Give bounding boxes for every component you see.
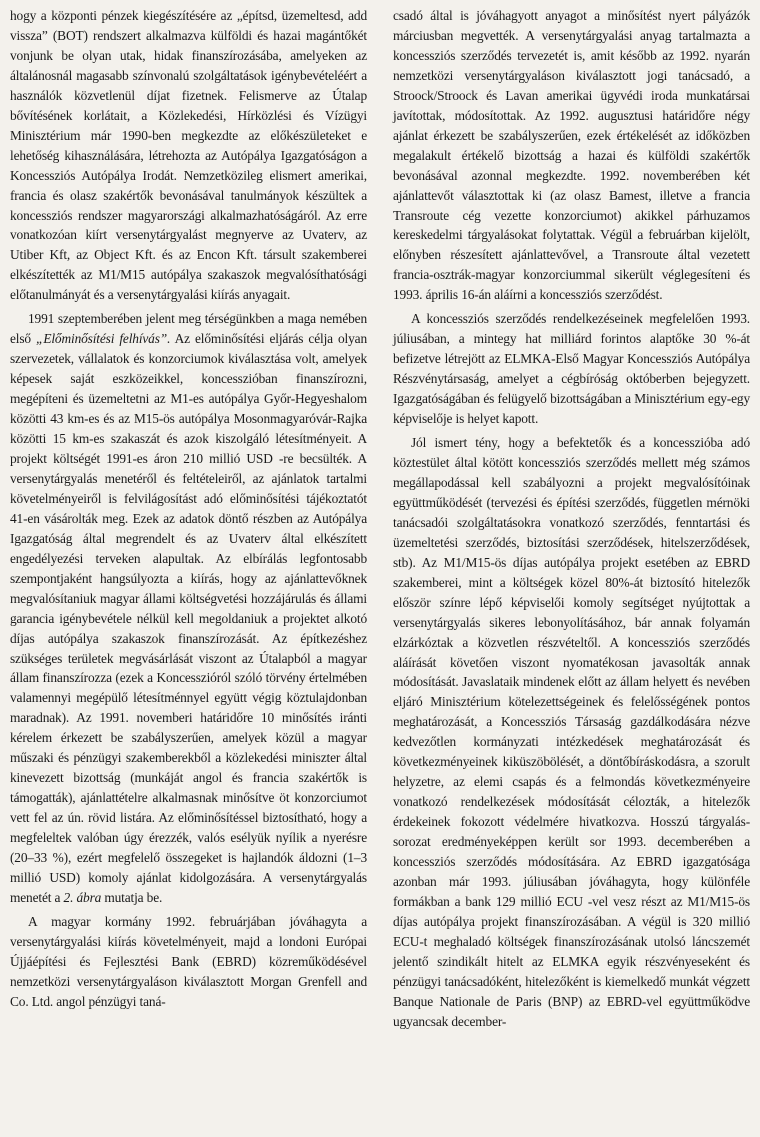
right-column: [393, 6, 750, 1032]
right-paragraph-2: A koncessziós szerződés rendelkezéseinek megfelelően 1993. júliusában, a mintegy hat milliárd forintos alaptőke 30 %-át befizetve létrejött az ELMKA-Első Magyar Koncessziós Autópálya Részvénytársaság, amelyet a cégbíróság októberben bejegyzett. Igazgatóságában és felügyelő bizottságában a Minisztérium egy-egy képviselője is helyet kapott.: [393, 311, 750, 427]
figure-reference: 2. ábra: [63, 889, 102, 905]
left-column: [10, 6, 367, 1032]
left-paragraph-2-start: 1991 szeptemberében jelent meg térségünkben a maga nemében első: [10, 311, 367, 347]
left-paragraph-2-body: Az előminősítési eljárás célja olyan szervezetek, vállalatok és konzorciumok kiválasztása volt, amelyek képesek saját eszközeikkel, koncesszióban finanszírozni, megépíteni és üzemeltetni az M1-es autópálya Győr-Hegyeshalom közötti 43 km-es és az M15-ös autópálya Mosonmagyaróvár-Rajka közötti 15 km-es szakaszát és azok kiszolgáló létesítményeit. A projekt költségét 1991-es áron 210 millió USD -re becsülték. A versenytárgyalás menetéről és feltételeiről, az ajánlatok tartalmi követelményeiről is felvilágosítást adó előminősítési tájékoztatót 41-en vásárolták meg. Ezek az adatok döntő részben az Autópálya Igazgatóság által megrendelt és az Uvaterv által elkészített engedélyezési terveken alapultak. Az elbírálás legfontosabb szempontjaként hangsúlyozta a kiírás, hogy az ajánlattevőknek megvalósítaniuk magyar állami költségvetési hozzájárulás és állami garancia igénybevétele nélkül kell megoldaniuk a projektet alkotó díjas autópálya szakaszok finanszírozását. Az építkezéshez szükséges területek megvásárlását viszont az Útalapból a magyar állam finanszírozza (ezek a Koncesszióról szóló törvény értelmében valamennyi megépülő létesítménnyel együtt végig köztulajdonban maradnak). Az 1991. novemberi határidőre 10 minősítés iránti kérelem érkezett be szabályszerűen, amelyek közül a magyar műszaki és pénzügyi szakemberekből a közlekedési miniszter által kinevezett bizottság (munkáját angol és francia szakértők is támogatták), ajánlattételre alkalmasnak minősítve öt konzorciumot vett fel az ún. rövid listára. Az előminősítéssel biztosítható, hogy a megfeleltek valóban úgy érezzék, valós esélyük nyílik a nyerésre (20–33 %), ezért megfelelő összegeket is hajlandók áldozni (1–3 millió USD) komoly ajánlat kidolgozására. A versenytárgyalás menetét a: [10, 331, 367, 905]
left-paragraph-3: A magyar kormány 1992. februárjában jóváhagyta a versenytárgyalási kiírás követelményeit, majd a londoni Európai Újjáépítési és Fejlesztési Bank (EBRD) közreműködésével nemzetközi versenytárgyaláson kiválasztott Morgan Grenfell and Co. Ltd. angol pénzügyi taná-: [10, 913, 367, 1009]
right-paragraph-3: Jól ismert tény, hogy a befektetők és a koncesszióba adó köztestület által kötött koncessziós szerződés mellett még számos megállapodással kell szabályozni a projekt megvalósítóinak együttműködését (tervezési és építési szerződés, független mérnöki tanácsadói szolgáltatásokra vonatkozó szerződés, fenntartási és üzemeltetési szerződés, biztosítási szerződések, hitelszerződések, stb). Az M1/M15-ös díjas autópálya projekt esetében az EBRD szakemberei, mint a költségek közel 80%-át biztosító hitelezők először színre lépő képviselői komoly segítséget nyújtottak a versenytárgyalás sikeres lebonyolításához, bár annak folyamán elzárkóztak a közvetlen részvételtől. A koncessziós szerződés aláírását követően viszont nyomatékosan javasolták annak módosítását. Javaslataik mindenek előtt az állam helyett és nevében eljáró Minisztérium kötelezettségeinek és felelősségének pontos meghatározását, a Koncessziós Társaság gazdálkodására nézve kedvezőtlen kormányzati intézkedések meghatározását és következményeinek kiküszöbölését, a döntőbíráskodásra, a szorult helyzetre, az elemi csapás és a felmondás következményeire vonatkozó rendelkezések módosítását célozták, a hitelezők érdekeinek fokozott védelmére hivatkozva. Hosszú tárgyalás-sorozat eredményeképpen került sor 1993. decemberében a koncessziós szerződés módosítására. Az EBRD igazgatósága azonban már 1993. júliusában jóváhagyta, hogy különféle formákban a bank 129 millió ECU -vel vesz részt az M1/M15-ös díjas autópálya projekt finanszírozásában. A végül is 320 millió ECU-t meghaladó költségek finanszírozásának utolsó láncszemét jelentő szindikált hitelt az ELMKA egyik részvényeseként és pénzügyi tanácsadóként, hitelezőként is kiemelkedő munkát végzett Banque Nationale de Paris (BNP) az EBRD-vel együttműködve ugyancsak december-: [393, 435, 750, 1029]
text-columns: [10, 6, 750, 1032]
left-paragraph-2-end: mutatja be.: [101, 889, 163, 905]
left-paragraph-1: hogy a központi pénzek kiegészítésére az „építsd, üzemeltesd, add vissza” (BOT) rendszert alkalmazva külföldi és hazai magántőkét vonjunk be olyan utak, hidak finanszírozásába, amelyeken az általánosnál magasabb színvonalú szolgáltatások igénybevételéért a használók közvetlenül díjat fizetnek. Felismerve az Útalap bővítésének korlátait, a Közlekedési, Hírközlési és Vízügyi Minisztérium már 1990-ben megkezdte az előkészületeket e lehetőség kihasználására, létrehozta az Autópálya Igazgatóságon a Koncessziós Autópálya Irodát. Nemzetközileg elismert amerikai, francia és olasz szakértők bevonásával tanulmányok készültek a koncessziós rendszer magyarországi alkalmazhatóságáról. Az erre vonatkozóan kiírt versenytárgyalást megnyerve az Uvaterv, az Utiber Kft, az Object Kft. és az Encon Kft. társult szakemberei elkészítették az M1/M15 autópálya szakaszok megvalósíthatósági előtanulmányát és a versenytárgyalási kiírás anyagait.: [10, 8, 367, 303]
right-paragraph-1: csadó által is jóváhagyott anyagot a minősítést nyert pályázók márciusban megvették. A versenytárgyalási anyag tartalmazta a koncessziós szerződés tervezetét is, amit később az 1992. nyarán nemzetközi versenytárgyaláson kiválasztott jogi tanácsadó, a Stroock/Stroock és Lavan amerikai ügyvédi iroda munkatársai javítottak, módosítottak. Az 1992. augusztusi határidőre négy ajánlat érkezett be szabályszerűen, ezek értékelését az időközben megalakult értékelő bizottság a hazai és külföldi szakértők bevonásával azonnal megkezdte. 1992. novemberében két ajánlattevőt választottak ki (az olasz Bamest, illetve a francia Transroute cég vezette konzorciumot) akikkel párhuzamos kereskedelmi tárgyalásokat folytattak. Végül a februárban kijelölt, előnyben részesített ajánlattevővel, a Transroute által vezetett francia-osztrák-magyar konzorciummal sikerült véglegesíteni és 1993. április 16-án aláírni a koncessziós szerződést.: [393, 8, 750, 303]
prequalification-title: „Előminősítési felhívás”.: [36, 331, 171, 347]
left-paragraph-2: [10, 309, 367, 908]
